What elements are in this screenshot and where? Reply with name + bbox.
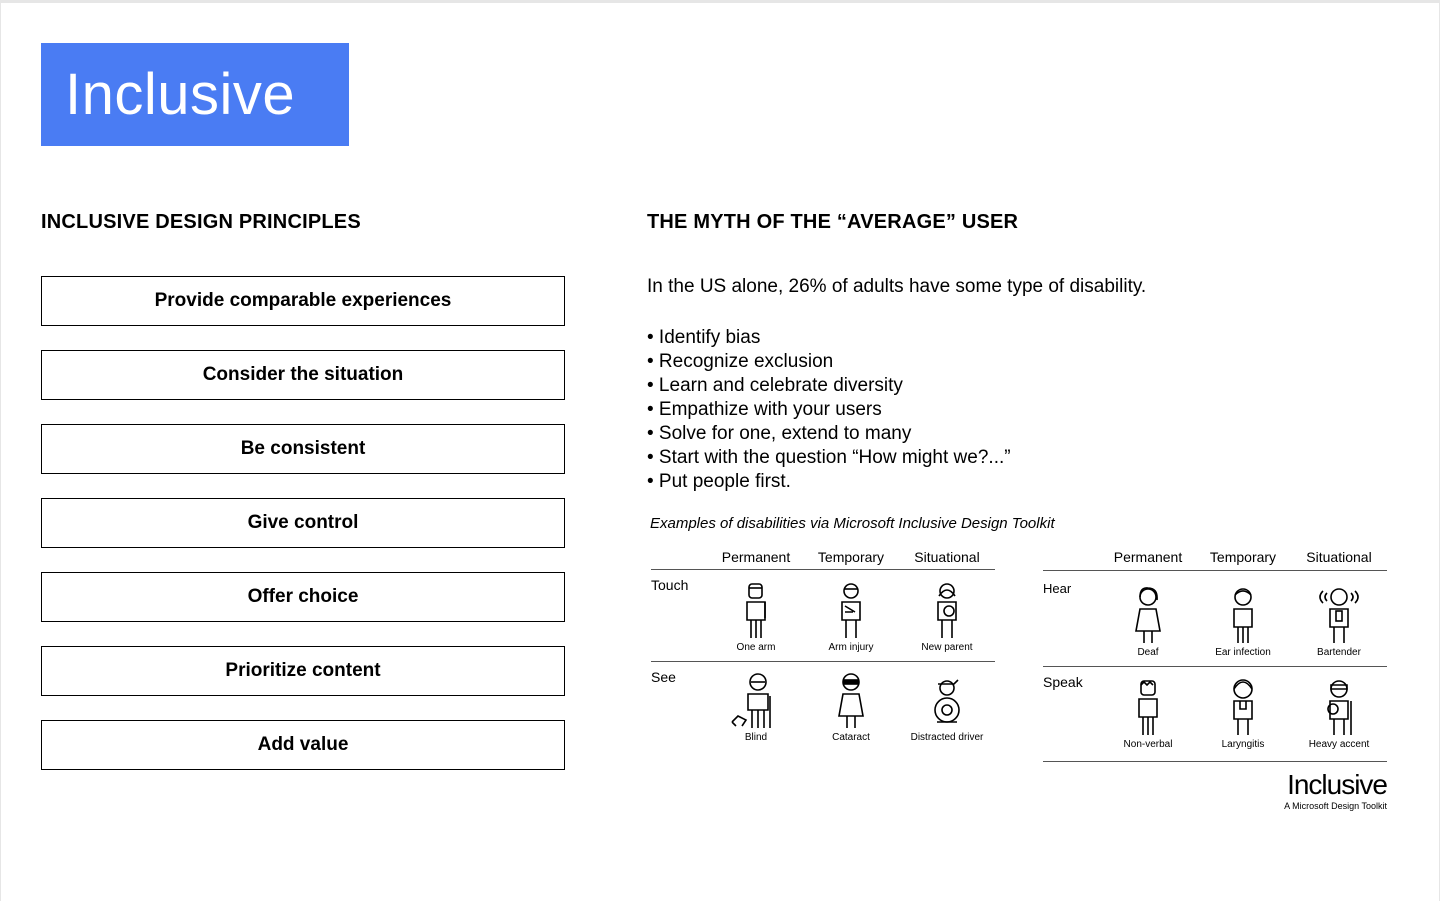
deaf-icon (1128, 587, 1168, 645)
non-verbal-icon (1128, 679, 1168, 737)
divider (651, 569, 995, 570)
bartender-icon (1319, 587, 1359, 645)
list-item: • Solve for one, extend to many (647, 423, 912, 444)
laryngitis-icon (1223, 679, 1263, 737)
bullet-list (647, 326, 1011, 494)
principle-label: Offer choice (247, 586, 359, 607)
persona-figure (899, 672, 995, 743)
figure-caption: Examples of disabilities via Microsoft Inclusive Design Toolkit (650, 515, 1055, 532)
persona-label: Deaf (1137, 647, 1159, 658)
ear-infection-icon (1223, 587, 1263, 645)
principle-label: Consider the situation (202, 364, 404, 385)
logo-tagline: A Microsoft Design Toolkit (1284, 801, 1387, 811)
principle-button[interactable] (41, 276, 565, 326)
list-item: • Put people first. (647, 471, 791, 492)
principle-button[interactable] (41, 646, 565, 696)
persona-figure (1100, 679, 1196, 750)
new-parent-icon (927, 582, 967, 640)
arm-injury-icon (831, 582, 871, 640)
title-banner (41, 43, 349, 146)
principle-button[interactable] (41, 350, 565, 400)
principle-label: Give control (247, 512, 359, 533)
row-label: See (651, 669, 676, 685)
column-header: Situational (1306, 549, 1372, 565)
divider (1043, 666, 1387, 667)
principle-label: Provide comparable experiences (154, 290, 452, 311)
column-header: Temporary (817, 549, 885, 565)
column-header: Situational (914, 549, 980, 565)
principle-label: Prioritize content (225, 660, 381, 681)
logo-wordmark: Inclusive (1287, 769, 1387, 800)
heavy-accent-icon (1319, 679, 1359, 737)
persona-figure (803, 672, 899, 743)
intro-text: In the US alone, 26% of adults have some type of disability. (647, 276, 1147, 297)
persona-figure (803, 582, 899, 653)
divider (1043, 761, 1387, 762)
persona-figure (1291, 587, 1387, 658)
persona-figure (708, 672, 804, 743)
one-arm-icon (736, 582, 776, 640)
list-item: • Learn and celebrate diversity (647, 375, 903, 396)
persona-label: Non-verbal (1123, 739, 1173, 750)
list-item: • Empathize with your users (647, 399, 882, 420)
persona-label: Laryngitis (1221, 739, 1265, 750)
persona-figure (1291, 679, 1387, 750)
persona-figure (1195, 679, 1291, 750)
row-label: Speak (1043, 674, 1083, 690)
persona-figure (1195, 587, 1291, 658)
principle-button[interactable] (41, 572, 565, 622)
page-title: Inclusive (65, 62, 296, 127)
persona-figure (1100, 587, 1196, 658)
column-header: Temporary (1209, 549, 1277, 565)
principle-button[interactable] (41, 424, 565, 474)
divider (1043, 570, 1387, 571)
list-item: • Start with the question “How might we?...” (647, 447, 1011, 468)
microsoft-inclusive-logo (1284, 770, 1387, 811)
persona-label: Blind (744, 732, 768, 743)
column-header: Permanent (1113, 549, 1183, 565)
persona-label: Ear infection (1215, 647, 1271, 658)
row-label: Touch (651, 577, 689, 593)
principle-label: Be consistent (240, 438, 366, 459)
persona-label: Arm injury (828, 642, 874, 653)
distracted-driver-icon (927, 672, 967, 730)
persona-label: New parent (921, 642, 973, 653)
myth-heading: THE MYTH OF THE “AVERAGE” USER (647, 211, 1019, 233)
list-item: • Recognize exclusion (647, 351, 834, 372)
principle-button[interactable] (41, 720, 565, 770)
persona-label: Distracted driver (910, 732, 984, 743)
blind-icon (728, 672, 784, 730)
persona-figure (708, 582, 804, 653)
list-item: • Identify bias (647, 327, 761, 348)
persona-label: One arm (736, 642, 776, 653)
principles-heading: INCLUSIVE DESIGN PRINCIPLES (41, 211, 361, 233)
divider (651, 661, 995, 662)
row-label: Hear (1043, 581, 1072, 596)
column-header: Permanent (721, 549, 791, 565)
persona-label: Bartender (1317, 647, 1361, 658)
principle-button[interactable] (41, 498, 565, 548)
persona-label: Heavy accent (1308, 739, 1370, 750)
persona-label: Cataract (832, 732, 870, 743)
cataract-icon (831, 672, 871, 730)
persona-figure (899, 582, 995, 653)
principle-label: Add value (257, 734, 349, 755)
